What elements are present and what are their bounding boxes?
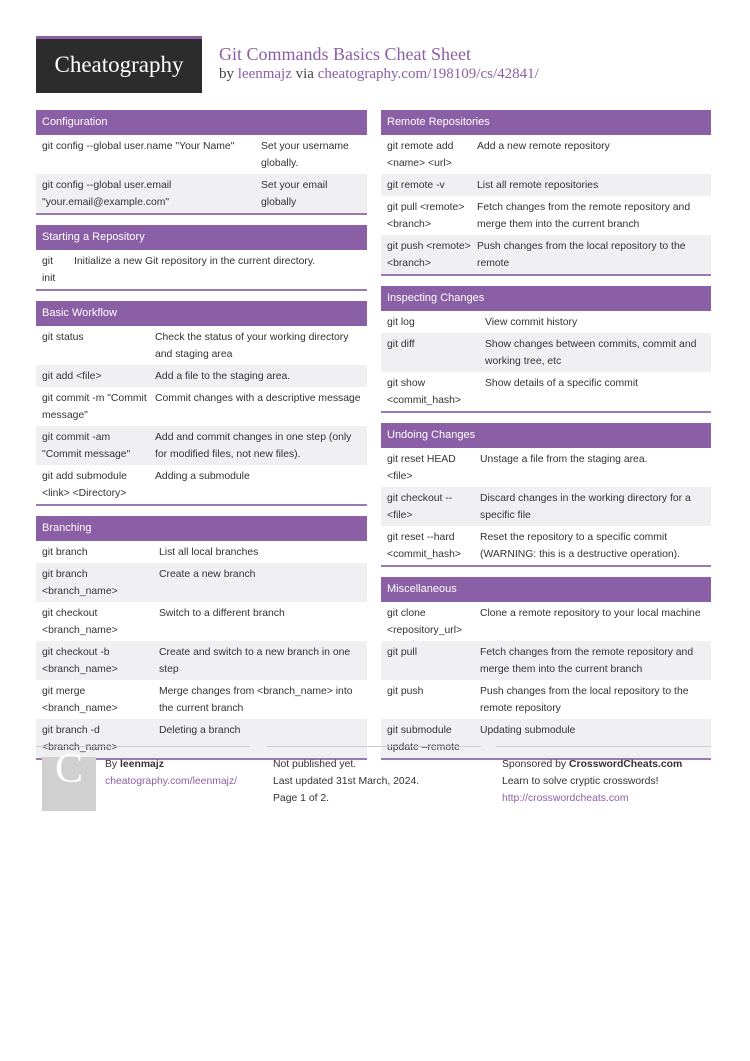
section <box>381 577 711 760</box>
footer-by: By <box>105 759 118 770</box>
footer-sponsor-tagline: Learn to solve cryptic crosswords! <box>502 776 659 787</box>
section <box>381 286 711 413</box>
section <box>36 110 367 215</box>
command-cell: git reset --hard <commit_hash> <box>387 532 461 560</box>
command-cell: git config --global user.email "your.email@example.com" <box>42 180 172 208</box>
table-row <box>381 526 711 565</box>
command-cell: git checkout -b <branch_name> <box>42 647 118 675</box>
table-row <box>36 641 367 680</box>
table-row <box>381 235 711 274</box>
command-cell: git init <box>42 256 56 284</box>
footer-published: Not published yet. <box>273 759 357 770</box>
command-cell: git commit -m "Commit message" <box>42 393 147 421</box>
command-cell: git branch -d <branch_name> <box>42 725 118 753</box>
table-row <box>381 372 711 411</box>
table-row <box>36 326 367 365</box>
description-cell: Show details of a specific commit <box>485 378 639 389</box>
description-cell: Add and commit changes in one step (only for modified files, not new files). <box>155 432 352 460</box>
page-footer <box>36 746 711 826</box>
table-row <box>36 135 367 174</box>
command-cell: git branch <box>42 547 88 558</box>
command-cell: git push <box>387 686 424 697</box>
description-cell: Create and switch to a new branch in one step <box>159 647 351 675</box>
description-cell: Initialize a new Git repository in the current directory. <box>74 256 316 267</box>
description-cell: Reset the repository to a specific commit (WARNING: this is a destructive operation). <box>480 532 680 560</box>
description-cell: Commit changes with a descriptive message <box>155 393 361 404</box>
command-cell: git push <remote> <branch> <box>387 241 471 269</box>
section-title: Remote Repositories <box>381 110 711 135</box>
description-cell: Create a new branch <box>159 569 256 580</box>
byline-by: by <box>219 66 234 82</box>
logo-text: Cheatography <box>54 52 184 77</box>
table-row <box>381 311 711 333</box>
table-row <box>36 541 367 563</box>
command-cell: git diff <box>387 339 415 350</box>
description-cell: Set your email globally <box>261 180 328 208</box>
command-cell: git config --global user.name "Your Name" <box>42 141 235 152</box>
table-row <box>36 563 367 602</box>
byline <box>219 66 539 83</box>
section-title: Basic Workflow <box>36 301 367 326</box>
table-row <box>36 387 367 426</box>
command-cell: git pull <remote> <branch> <box>387 202 465 230</box>
command-cell: git pull <box>387 647 418 658</box>
footer-sponsored-by: Sponsored by <box>502 759 567 770</box>
command-cell: git add <file> <box>42 371 102 382</box>
section-title: Branching <box>36 516 367 541</box>
avatar-letter: C <box>54 746 83 792</box>
footer-sponsor <box>496 746 711 816</box>
table-row <box>36 365 367 387</box>
table-row <box>381 333 711 372</box>
description-cell: Switch to a different branch <box>159 608 285 619</box>
section <box>36 225 367 291</box>
byline-via: via <box>295 66 314 82</box>
command-cell: git status <box>42 332 84 343</box>
command-cell: git checkout -- <file> <box>387 493 453 521</box>
section <box>36 301 367 506</box>
left-column <box>36 110 367 770</box>
footer-sponsor-url[interactable]: http://crosswordcheats.com <box>502 793 629 804</box>
description-cell: List all remote repositories <box>477 180 599 191</box>
description-cell: Show changes between commits, commit and working tree, etc <box>485 339 697 367</box>
author-avatar <box>42 746 96 811</box>
description-cell: Updating submodule <box>480 725 576 736</box>
cheatography-logo[interactable] <box>36 36 202 93</box>
command-cell: git submodule update –remote <box>387 725 460 753</box>
description-cell: Unstage a file from the staging area. <box>480 454 648 465</box>
sheet-url-link[interactable]: cheatography.com/198109/cs/42841/ <box>317 66 539 82</box>
table-row <box>381 196 711 235</box>
table-row <box>381 680 711 719</box>
description-cell: Push changes from the local repository to the remote <box>477 241 686 269</box>
table-row <box>36 250 367 289</box>
footer-meta <box>267 746 481 816</box>
footer-updated: Last updated 31st March, 2024. <box>273 776 420 787</box>
section-title: Starting a Repository <box>36 225 367 250</box>
table-row <box>381 641 711 680</box>
table-row <box>381 174 711 196</box>
table-row <box>36 602 367 641</box>
description-cell: List all local branches <box>159 547 259 558</box>
description-cell: Discard changes in the working directory for a specific file <box>480 493 691 521</box>
description-cell: Set your username globally. <box>261 141 349 169</box>
table-row <box>36 426 367 465</box>
right-column <box>381 110 711 770</box>
command-cell: git merge <branch_name> <box>42 686 118 714</box>
command-cell: git branch <branch_name> <box>42 569 118 597</box>
section-title: Miscellaneous <box>381 577 711 602</box>
command-cell: git add submodule <link> <Directory> <box>42 471 127 499</box>
description-cell: Deleting a branch <box>159 725 241 736</box>
command-cell: git clone <repository_url> <box>387 608 463 636</box>
command-cell: git reset HEAD <file> <box>387 454 456 482</box>
command-cell: git remote -v <box>387 180 445 191</box>
command-cell: git show <commit_hash> <box>387 378 461 406</box>
command-cell: git log <box>387 317 415 328</box>
description-cell: Add a new remote repository <box>477 141 610 152</box>
table-row <box>36 465 367 504</box>
command-cell: git checkout <branch_name> <box>42 608 118 636</box>
description-cell: Merge changes from <branch_name> into the current branch <box>159 686 353 714</box>
description-cell: View commit history <box>485 317 578 328</box>
command-cell: git remote add <name> <url> <box>387 141 454 169</box>
description-cell: Fetch changes from the remote repository and merge them into the current branch <box>480 647 694 675</box>
section-title: Undoing Changes <box>381 423 711 448</box>
page-header <box>36 36 716 94</box>
page-title[interactable]: Git Commands Basics Cheat Sheet <box>219 44 471 64</box>
section-title: Configuration <box>36 110 367 135</box>
description-cell: Add a file to the staging area. <box>155 371 291 382</box>
description-cell: Adding a submodule <box>155 471 250 482</box>
footer-author-url[interactable]: cheatography.com/leenmajz/ <box>105 776 238 787</box>
footer-sponsor-name[interactable]: CrosswordCheats.com <box>569 759 683 770</box>
section <box>381 423 711 567</box>
description-cell: Check the status of your working directory and staging area <box>155 332 349 360</box>
command-cell: git commit -am "Commit message" <box>42 432 131 460</box>
section <box>381 110 711 276</box>
footer-author-name[interactable]: leenmajz <box>120 759 164 770</box>
section <box>36 516 367 760</box>
footer-page: Page 1 of 2. <box>273 793 330 804</box>
table-row <box>36 680 367 719</box>
description-cell: Push changes from the local repository to the remote repository <box>480 686 689 714</box>
description-cell: Fetch changes from the remote repository and merge them into the current branch <box>477 202 691 230</box>
section-title: Inspecting Changes <box>381 286 711 311</box>
footer-author <box>36 746 250 816</box>
author-link[interactable]: leenmajz <box>237 66 292 82</box>
table-row <box>381 602 711 641</box>
description-cell: Clone a remote repository to your local machine <box>480 608 701 619</box>
table-row <box>381 135 711 174</box>
table-row <box>36 174 367 213</box>
table-row <box>381 448 711 487</box>
table-row <box>381 487 711 526</box>
